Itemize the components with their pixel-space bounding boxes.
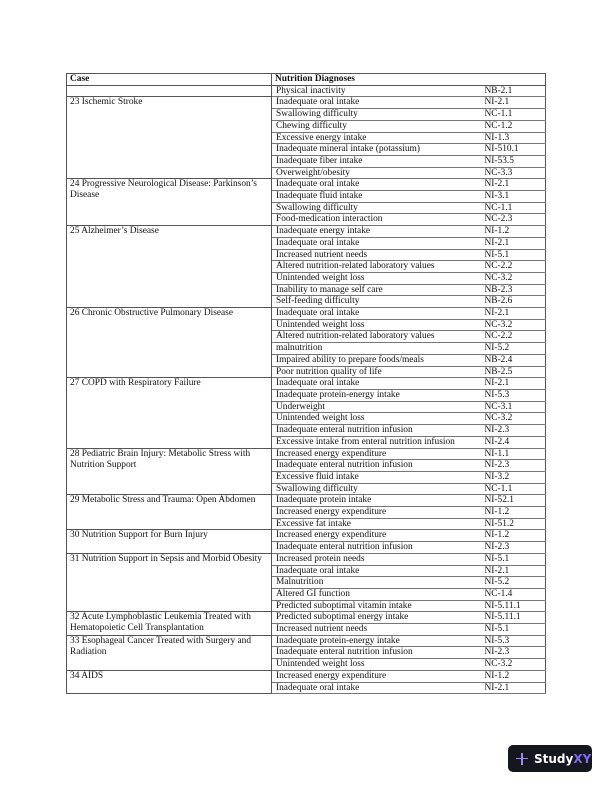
diagnosis-code-cell: NC-3.2 xyxy=(482,319,546,331)
diagnosis-code-cell: NI-5.3 xyxy=(482,635,546,647)
diagnosis-cell: Altered nutrition-related laboratory values xyxy=(272,261,482,273)
diagnosis-code-cell: NB-2.6 xyxy=(482,296,546,308)
diagnosis-code-cell: NI-1.2 xyxy=(482,670,546,682)
diagnosis-code-cell: NI-1.2 xyxy=(482,530,546,542)
diagnosis-cell: Underweight xyxy=(272,401,482,413)
case-cell: 28 Pediatric Brain Injury: Metabolic Stress with Nutrition Support xyxy=(67,448,272,495)
diagnosis-code-cell: NI-5.11.1 xyxy=(482,600,546,612)
diagnosis-code-cell: NI-3.2 xyxy=(482,471,546,483)
diagnosis-cell: Inadequate oral intake xyxy=(272,308,482,320)
case-cell: 29 Metabolic Stress and Trauma: Open Abdomen xyxy=(67,495,272,530)
diagnosis-code-cell: NI-2.1 xyxy=(482,308,546,320)
table-row xyxy=(67,530,546,542)
diagnosis-cell: Inadequate protein-energy intake xyxy=(272,635,482,647)
diagnosis-code-cell: NC-1.1 xyxy=(482,202,546,214)
diagnosis-code-cell: NC-2.3 xyxy=(482,214,546,226)
diagnosis-code-cell: NC-1.1 xyxy=(482,109,546,121)
diagnosis-code-cell: NI-53.5 xyxy=(482,155,546,167)
table-header-row xyxy=(67,74,546,86)
diagnosis-cell: Inability to manage self care xyxy=(272,284,482,296)
diagnosis-cell: Inadequate oral intake xyxy=(272,565,482,577)
table-row xyxy=(67,635,546,647)
diagnosis-code-cell: NB-2.5 xyxy=(482,366,546,378)
diagnosis-cell: Increased nutrient needs xyxy=(272,249,482,261)
diagnosis-cell: Inadequate fiber intake xyxy=(272,155,482,167)
table-row xyxy=(67,670,546,682)
table-row xyxy=(67,179,546,191)
case-cell: 25 Alzheimer’s Disease xyxy=(67,226,272,308)
diagnosis-cell: Inadequate oral intake xyxy=(272,378,482,390)
diagnosis-cell: Inadequate oral intake xyxy=(272,237,482,249)
diagnosis-cell: Increased energy expenditure xyxy=(272,507,482,519)
plus-icon xyxy=(516,753,528,765)
diagnosis-cell: Unintended weight loss xyxy=(272,413,482,425)
case-cell: 33 Esophageal Cancer Treated with Surgery and Radiation xyxy=(67,635,272,670)
diagnosis-code-cell: NI-5.1 xyxy=(482,553,546,565)
diagnosis-code-cell: NC-1.4 xyxy=(482,588,546,600)
diagnosis-code-cell: NI-2.3 xyxy=(482,425,546,437)
diagnosis-cell: Unintended weight loss xyxy=(272,659,482,671)
diagnosis-code-cell: NC-3.2 xyxy=(482,413,546,425)
diagnosis-cell: Increased energy expenditure xyxy=(272,670,482,682)
diagnosis-cell: Excessive fat intake xyxy=(272,518,482,530)
diagnosis-cell: Inadequate energy intake xyxy=(272,226,482,238)
diagnosis-cell: Inadequate enteral nutrition infusion xyxy=(272,460,482,472)
diagnosis-cell: Inadequate protein-energy intake xyxy=(272,389,482,401)
case-cell xyxy=(67,85,272,97)
diagnosis-cell: Impaired ability to prepare foods/meals xyxy=(272,354,482,366)
diagnosis-code-cell: NC-3.2 xyxy=(482,659,546,671)
studyxy-watermark xyxy=(508,745,592,772)
table-row xyxy=(67,378,546,390)
nutrition-diagnoses-table xyxy=(66,73,546,694)
diagnosis-cell: Overweight/obesity xyxy=(272,167,482,179)
diagnosis-code-cell: NI-2.1 xyxy=(482,565,546,577)
diagnosis-code-cell: NI-2.3 xyxy=(482,647,546,659)
diagnosis-code-cell: NI-2.1 xyxy=(482,179,546,191)
case-cell: 27 COPD with Respiratory Failure xyxy=(67,378,272,448)
diagnosis-cell: Excessive fluid intake xyxy=(272,471,482,483)
diagnosis-cell: Inadequate enteral nutrition infusion xyxy=(272,425,482,437)
diagnosis-cell: Inadequate fluid intake xyxy=(272,191,482,203)
brand-study: Study xyxy=(534,751,574,766)
diagnosis-code-cell: NI-2.3 xyxy=(482,542,546,554)
diagnosis-code-cell: NI-5.2 xyxy=(482,343,546,355)
case-cell: 24 Progressive Neurological Disease: Parkinson’s Disease xyxy=(67,179,272,226)
case-cell: 31 Nutrition Support in Sepsis and Morbid Obesity xyxy=(67,553,272,612)
case-cell: 32 Acute Lymphoblastic Leukemia Treated with Hematopoietic Cell Transplantation xyxy=(67,612,272,635)
diagnosis-code-cell: NI-2.1 xyxy=(482,237,546,249)
diagnosis-cell: Physical inactivity xyxy=(272,85,482,97)
brand-xy: XY xyxy=(573,751,592,766)
diagnosis-cell: Excessive intake from enteral nutrition infusion xyxy=(272,436,482,448)
table-row xyxy=(67,612,546,624)
table-row xyxy=(67,85,546,97)
diagnosis-cell: Inadequate mineral intake (potassium) xyxy=(272,144,482,156)
diagnosis-cell: Inadequate protein intake xyxy=(272,495,482,507)
diagnosis-code-cell: NI-1.1 xyxy=(482,448,546,460)
diagnosis-code-cell: NI-5.11.1 xyxy=(482,612,546,624)
table-row xyxy=(67,553,546,565)
diagnosis-code-cell: NI-3.1 xyxy=(482,191,546,203)
diagnosis-code-cell: NI-1.2 xyxy=(482,507,546,519)
diagnosis-cell: Increased nutrient needs xyxy=(272,624,482,636)
table-row xyxy=(67,97,546,109)
diagnosis-code-cell: NI-510.1 xyxy=(482,144,546,156)
diagnosis-code-cell: NI-52.1 xyxy=(482,495,546,507)
diagnosis-cell: Malnutrition xyxy=(272,577,482,589)
diagnosis-cell: Swallowing difficulty xyxy=(272,483,482,495)
case-cell: 23 Ischemic Stroke xyxy=(67,97,272,179)
diagnosis-code-cell: NI-5.1 xyxy=(482,249,546,261)
diagnosis-code-cell: NC-3.2 xyxy=(482,272,546,284)
table-row xyxy=(67,495,546,507)
diagnosis-code-cell: NC-3.3 xyxy=(482,167,546,179)
diagnosis-code-cell: NI-1.3 xyxy=(482,132,546,144)
diagnosis-code-cell: NC-1.1 xyxy=(482,483,546,495)
diagnosis-cell: Inadequate enteral nutrition infusion xyxy=(272,542,482,554)
case-cell: 30 Nutrition Support for Burn Injury xyxy=(67,530,272,553)
diagnosis-code-cell: NI-5.1 xyxy=(482,624,546,636)
diagnosis-code-cell: NI-1.2 xyxy=(482,226,546,238)
diagnosis-cell: Unintended weight loss xyxy=(272,272,482,284)
diagnosis-cell: Unintended weight loss xyxy=(272,319,482,331)
diagnosis-code-cell: NI-2.1 xyxy=(482,378,546,390)
diagnosis-code-cell: NC-2.2 xyxy=(482,331,546,343)
diagnosis-cell: Excessive energy intake xyxy=(272,132,482,144)
diagnosis-cell: Increased protein needs xyxy=(272,553,482,565)
diagnosis-cell: Increased energy expenditure xyxy=(272,448,482,460)
diagnosis-cell: Inadequate oral intake xyxy=(272,179,482,191)
diagnosis-cell: Predicted suboptimal energy intake xyxy=(272,612,482,624)
diagnosis-cell: Inadequate oral intake xyxy=(272,682,482,694)
diagnosis-cell: Altered nutrition-related laboratory values xyxy=(272,331,482,343)
diagnosis-code-cell: NI-51.2 xyxy=(482,518,546,530)
case-cell: 26 Chronic Obstructive Pulmonary Disease xyxy=(67,308,272,378)
diagnosis-code-cell: NB-2.4 xyxy=(482,354,546,366)
diagnoses-column-header: Nutrition Diagnoses xyxy=(272,74,482,86)
diagnosis-code-cell: NI-5.3 xyxy=(482,389,546,401)
diagnosis-cell: Chewing difficulty xyxy=(272,120,482,132)
diagnosis-cell: Poor nutrition quality of life xyxy=(272,366,482,378)
table-row xyxy=(67,226,546,238)
diagnosis-cell: Altered GI function xyxy=(272,588,482,600)
diagnosis-code-cell: NI-2.3 xyxy=(482,460,546,472)
diagnosis-code-cell: NI-2.4 xyxy=(482,436,546,448)
diagnosis-cell: Food-medication interaction xyxy=(272,214,482,226)
diagnosis-cell: malnutrition xyxy=(272,343,482,355)
diagnosis-cell: Inadequate enteral nutrition infusion xyxy=(272,647,482,659)
diagnosis-code-cell: NI-5.2 xyxy=(482,577,546,589)
diagnosis-cell: Self-feeding difficulty xyxy=(272,296,482,308)
case-column-header: Case xyxy=(67,74,272,86)
diagnosis-code-cell: NB-2.3 xyxy=(482,284,546,296)
diagnosis-code-cell: NC-1.2 xyxy=(482,120,546,132)
diagnosis-code-cell: NI-2.1 xyxy=(482,682,546,694)
table-row xyxy=(67,308,546,320)
code-column-header xyxy=(482,74,546,86)
diagnosis-code-cell: NC-3.1 xyxy=(482,401,546,413)
diagnosis-code-cell: NC-2.2 xyxy=(482,261,546,273)
case-cell: 34 AIDS xyxy=(67,670,272,693)
diagnosis-cell: Swallowing difficulty xyxy=(272,109,482,121)
diagnosis-cell: Swallowing difficulty xyxy=(272,202,482,214)
diagnosis-cell: Increased energy expenditure xyxy=(272,530,482,542)
diagnosis-code-cell: NI-2.1 xyxy=(482,97,546,109)
diagnosis-cell: Predicted suboptimal vitamin intake xyxy=(272,600,482,612)
table-row xyxy=(67,448,546,460)
diagnosis-cell: Inadequate oral intake xyxy=(272,97,482,109)
diagnosis-code-cell: NB-2.1 xyxy=(482,85,546,97)
